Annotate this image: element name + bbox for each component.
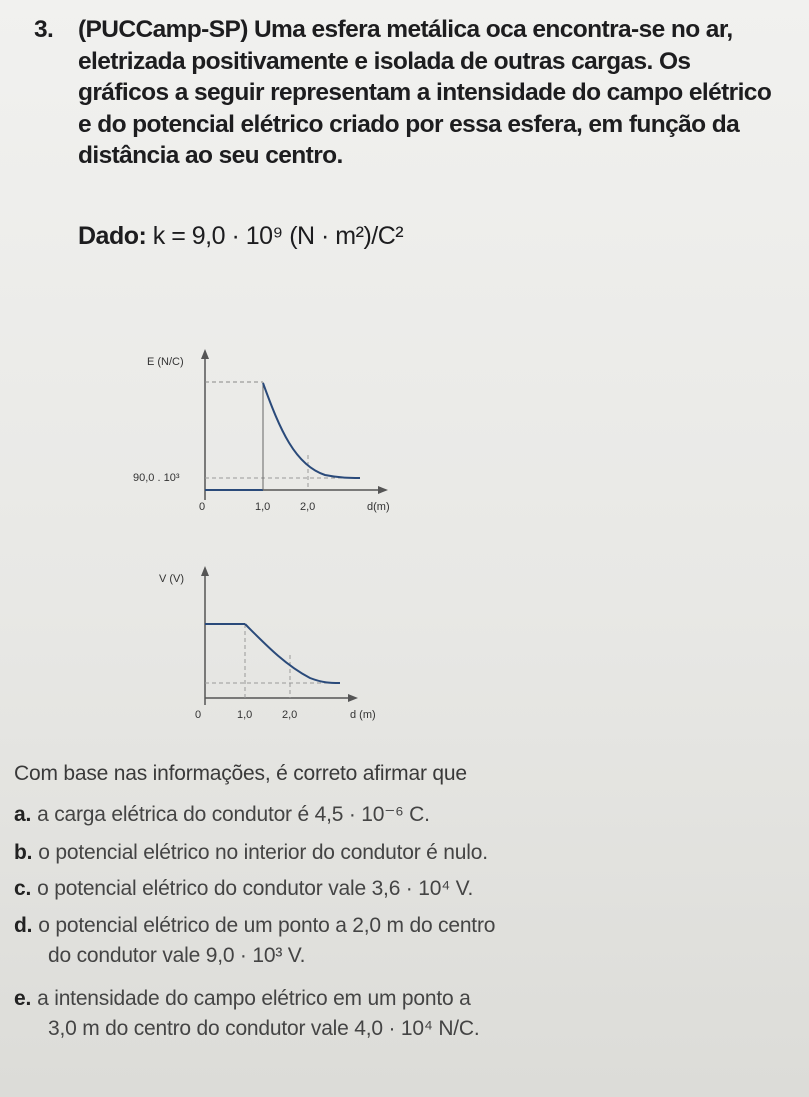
e-xtick-1: 1,0 [255,501,271,513]
option-c[interactable] [14,874,473,904]
v-xtick-2: 2,0 [282,709,298,721]
option-letter: d. [14,914,33,937]
e-y-arrow [201,349,209,359]
given-label: Dado: [78,222,147,250]
option-letter: a. [14,803,32,826]
e-curve-outside [263,383,360,478]
v-x-arrow [348,694,358,702]
option-letter: b. [14,841,33,864]
option-text-continued: 3,0 m do centro do condutor vale 4,0 · 10⁴ N/C. [48,1017,480,1040]
option-letter: c. [14,877,32,900]
given-formula: k = 9,0 · 10⁹ (N · m²)/C² [152,222,404,250]
option-b[interactable] [14,838,488,868]
electric-field-graph [115,345,415,530]
option-text: a carga elétrica do condutor é 4,5 · 10⁻⁶ C. [37,803,430,826]
e-x-arrow [378,486,388,494]
option-letter: e. [14,987,32,1010]
option-d[interactable] [14,911,495,971]
e-xtick-2: 2,0 [300,501,316,513]
question-header [34,14,779,172]
given-data [78,222,403,251]
v-xtick-1: 1,0 [237,709,253,721]
e-ytick: 90,0 . 10³ [133,472,180,484]
option-text: o potencial elétrico de um ponto a 2,0 m do centro [38,914,496,937]
v-curve [245,624,340,683]
option-text: a intensidade do campo elétrico em um ponto a [37,987,471,1010]
option-a[interactable] [14,800,430,830]
e-xlabel: d(m) [367,501,390,513]
question-prompt: Com base nas informações, é correto afirmar que [14,762,467,785]
v-xlabel: d (m) [350,709,376,721]
option-text-continued: do condutor vale 9,0 · 10³ V. [48,944,306,967]
option-text: o potencial elétrico do condutor vale 3,6 · 10⁴ V. [37,877,474,900]
question-number: 3. [34,16,54,43]
v-xtick-0: 0 [195,709,202,721]
v-ylabel: V (V) [159,573,185,585]
e-ylabel: E (N/C) [147,356,184,368]
question-text: (PUCCamp-SP) Uma esfera metálica oca encontra-se no ar, eletrizada positivamente e isolada de outras cargas. Os gráficos a seguir representam a intensidade do campo elétrico e do potencial elétrico criado por essa esfera, em função da distância ao seu centro. [78,16,772,169]
e-xtick-0: 0 [199,501,206,513]
option-text: o potencial elétrico no interior do condutor é nulo. [38,841,488,864]
potential-graph [115,560,415,730]
v-y-arrow [201,566,209,576]
option-e[interactable] [14,984,480,1044]
